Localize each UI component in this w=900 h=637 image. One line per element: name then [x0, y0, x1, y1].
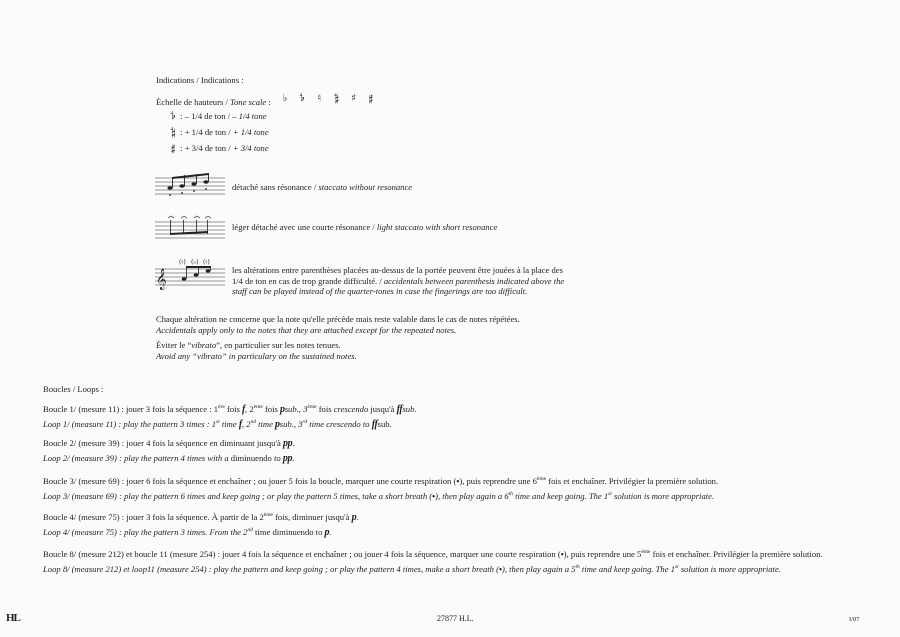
- light-staccato-staff-icon: [155, 214, 227, 242]
- parenthesis-line-1: les altérations entre parenthèses placées au-dessus de la portée peuvent être jouées à la place des: [232, 265, 563, 275]
- dynamic-marking: f: [238, 419, 242, 430]
- text: Loop 3/ (measure 69) : play the pattern 6 times and keep going ; or play the pattern 5 times, take a short breath (: [43, 491, 433, 501]
- text: time: [255, 419, 276, 429]
- text: time diminuendo to: [252, 527, 325, 537]
- sup: th: [508, 491, 513, 497]
- sharp-icon: ♯: [351, 93, 357, 104]
- text: crescendo: [333, 404, 369, 414]
- accidental-note: [156, 314, 520, 335]
- text: time and keep going. The 1: [579, 564, 675, 574]
- loop-4-fr: [43, 512, 358, 523]
- dynamic-marking: ff: [396, 404, 403, 415]
- tone-item-en: – 1/4 tone: [232, 111, 267, 121]
- dynamic-marking: p: [275, 419, 280, 430]
- text: sub., 3: [284, 404, 308, 414]
- text: .: [329, 527, 332, 537]
- dynamic-marking: pp: [282, 438, 293, 449]
- text: sub., 3: [279, 419, 303, 429]
- tone-item: [168, 143, 269, 154]
- staccato-text-fr: détaché sans résonance /: [232, 182, 317, 192]
- quarter-flat-icon: 𝄳: [299, 93, 305, 104]
- sup: nd: [247, 527, 253, 533]
- sup: st: [216, 419, 220, 425]
- sup: ème: [307, 404, 317, 410]
- text: time crescendo to: [307, 419, 372, 429]
- text: , 2: [245, 404, 254, 414]
- vibrato-note: [156, 340, 357, 361]
- accidental-note-fr: Chaque altération ne concerne que la note qu'elle précède mais reste valable dans le cas de notes répétées.: [156, 314, 520, 324]
- text: solution is more appropriate.: [678, 564, 781, 574]
- tone-item-fr: : – 1/4 de ton /: [180, 111, 231, 121]
- loop-2-fr: [43, 438, 295, 449]
- text: ), then play again a 5: [501, 564, 576, 574]
- text: .: [292, 453, 295, 463]
- sup: st: [608, 491, 612, 497]
- light-staccato-text-en: light staccato with short resonance: [376, 222, 498, 232]
- loop-2-en: [43, 453, 294, 464]
- text: Boucle 4/ (mesure 75) : jouer 3 fois la séquence. À partir de la 2: [43, 512, 264, 522]
- staccato-text: [232, 182, 412, 192]
- text: sub.: [402, 404, 417, 414]
- tone-scale-label: [156, 97, 271, 107]
- natural-icon: ♮: [317, 93, 322, 104]
- text: fois: [224, 404, 242, 414]
- dynamic-marking: ff: [371, 419, 378, 430]
- text: fois et enchaîner. Privilégier la première solution.: [650, 549, 823, 559]
- light-staccato-text: [232, 222, 497, 232]
- text: solution is more appropriate.: [611, 491, 715, 501]
- vibrato-fr-post: ”, en particulier sur les notes tenues.: [216, 340, 341, 350]
- tone-item-en: + 3/4 tone: [232, 143, 269, 153]
- tone-item: [168, 111, 267, 122]
- dynamic-marking: p: [279, 404, 285, 415]
- text: , 2: [241, 419, 251, 429]
- tone-item-fr: : + 3/4 de ton /: [180, 143, 231, 153]
- text: fois: [262, 404, 280, 414]
- loops-heading: Boucles / Loops :: [43, 384, 104, 394]
- tone-scale-colon: :: [268, 97, 271, 107]
- tone-item: [168, 127, 269, 138]
- text: .: [292, 438, 295, 448]
- loop-8-en: [43, 564, 781, 574]
- loop-3-fr: [43, 476, 718, 486]
- svg-text:(♮): (♮): [179, 259, 186, 266]
- quarter-flat-icon: 𝄳: [170, 111, 176, 122]
- publisher-logo-icon: HL: [6, 612, 20, 624]
- treble-clef-icon: 𝄞: [156, 269, 167, 290]
- text: ), then play again a 6: [435, 491, 509, 501]
- indications-heading: Indications / Indications :: [156, 75, 244, 85]
- staccato-staff-icon: [155, 172, 227, 202]
- sup: th: [575, 564, 580, 570]
- vibrato-fr-pre: Éviter le “: [156, 340, 192, 350]
- parenthesis-line-2-fr: 1/4 de ton en cas de trop grande difficulté. /: [232, 275, 382, 286]
- text: Boucle 1/ (mesure 11) : jouer 3 fois la séquence : 1: [43, 404, 219, 414]
- dynamic-marking: pp: [282, 453, 293, 464]
- loop-3-en: [43, 491, 714, 501]
- three-quarter-sharp-icon: 𝄰: [368, 93, 373, 104]
- flat-icon: ♭: [282, 93, 288, 104]
- parenthesis-line-2-en: accidentals between parenthesis indicated above the: [383, 275, 565, 286]
- light-staccato-text-fr: léger détaché avec une courte résonance /: [232, 222, 375, 232]
- breath-mark-icon: •: [432, 491, 436, 501]
- sup: rd: [302, 419, 308, 425]
- breath-mark-icon: •: [498, 564, 502, 574]
- parenthesis-line-2: [232, 276, 564, 287]
- plate-number: 27877 H.L.: [437, 614, 474, 623]
- text: Loop 8/ (measure 212) et loop11 (measure 254) : play the pattern and keep going ; or play the pattern 4 times, make a short breath (: [43, 564, 499, 574]
- text: time and keep going. The 1: [512, 491, 609, 501]
- sup: ème: [536, 476, 547, 482]
- parenthesis-line-3: staff can be played instead of the quarter-tones in case the fingerings are too difficult.: [232, 286, 528, 296]
- text: time: [219, 419, 239, 429]
- text: fois: [316, 404, 334, 414]
- text: Loop 4/ (measure 75) : play the pattern 3 times. From the 2: [43, 527, 248, 537]
- dynamic-marking: p: [324, 527, 330, 538]
- sup: ème: [641, 549, 651, 555]
- breath-mark-icon: •: [456, 476, 460, 486]
- text: fois et enchaîner. Privilégier la première solution.: [546, 476, 719, 486]
- sup: ème: [263, 512, 273, 518]
- dynamic-marking: p: [351, 512, 357, 523]
- text: fois, diminuer jusqu'à: [272, 512, 352, 522]
- accidental-note-en: Accidentals apply only to the notes that they are attached except for the repeated notes.: [156, 324, 457, 335]
- staccato-text-en: staccato without resonance: [318, 182, 413, 192]
- dynamic-marking: f: [242, 404, 246, 415]
- quarter-sharp-icon: 𝄲: [334, 93, 339, 104]
- text: ), puis reprendre une 6: [459, 476, 537, 486]
- sup: ème: [253, 404, 263, 410]
- text: ), puis reprendre une 5: [563, 549, 642, 559]
- vibrato-note-en: Avoid any “vibrato” in particulary on the sustained notes.: [156, 350, 357, 361]
- text: Loop 2/ (measure 39) : play the pattern 4 times with a: [43, 453, 231, 463]
- page-code: I/07: [849, 616, 860, 623]
- text: Boucle 2/ (mesure 39) : jouer 4 fois la séquence en diminuant jusqu'à: [43, 438, 283, 448]
- text: to: [271, 453, 283, 463]
- three-quarter-sharp-icon: 𝄰: [170, 143, 176, 154]
- vibrato-note-fr: [156, 340, 357, 351]
- text: Boucle 3/ (mesure 69) : jouer 6 fois la séquence et enchaîner ; ou jouer 5 fois la boucle, marquer une courte respiration (: [43, 476, 457, 486]
- loop-1-fr: [43, 404, 417, 415]
- tone-scale-label-en: Tone scale: [229, 97, 267, 107]
- quarter-sharp-icon: 𝄲: [170, 127, 176, 138]
- text: Loop 1/ (measure 11) : play the pattern 3 times : 1: [43, 419, 217, 429]
- svg-text:(♭): (♭): [191, 259, 199, 266]
- loop-4-en: [43, 527, 331, 538]
- svg-text:(♮): (♮): [203, 259, 210, 266]
- sup: ère: [218, 404, 225, 410]
- tone-scale-label-fr: Échelle de hauteurs /: [156, 97, 228, 107]
- text: diminuendo: [230, 453, 272, 463]
- text: sub.: [377, 419, 392, 429]
- parenthesis-text: [232, 265, 564, 297]
- text: jusqu'à: [368, 404, 397, 414]
- breath-mark-icon: •: [560, 549, 564, 559]
- text: Boucle 8/ (mesure 212) et boucle 11 (mesure 254) : jouer 4 fois la séquence et enchaîner ; ou jouer 4 fois la séquence, marquer une courte respiration (: [43, 549, 561, 559]
- loop-8-fr: [43, 549, 823, 559]
- tone-scale-symbols: [280, 93, 376, 104]
- sup: st: [675, 564, 679, 570]
- vibrato-fr-it: vibrato: [191, 340, 217, 350]
- tone-item-en: + 1/4 tone: [232, 127, 269, 137]
- parenthesis-staff-icon: [155, 256, 227, 292]
- tone-item-fr: : + 1/4 de ton /: [180, 127, 231, 137]
- text: .: [356, 512, 359, 522]
- loop-1-en: [43, 419, 392, 430]
- sup: nd: [250, 419, 256, 425]
